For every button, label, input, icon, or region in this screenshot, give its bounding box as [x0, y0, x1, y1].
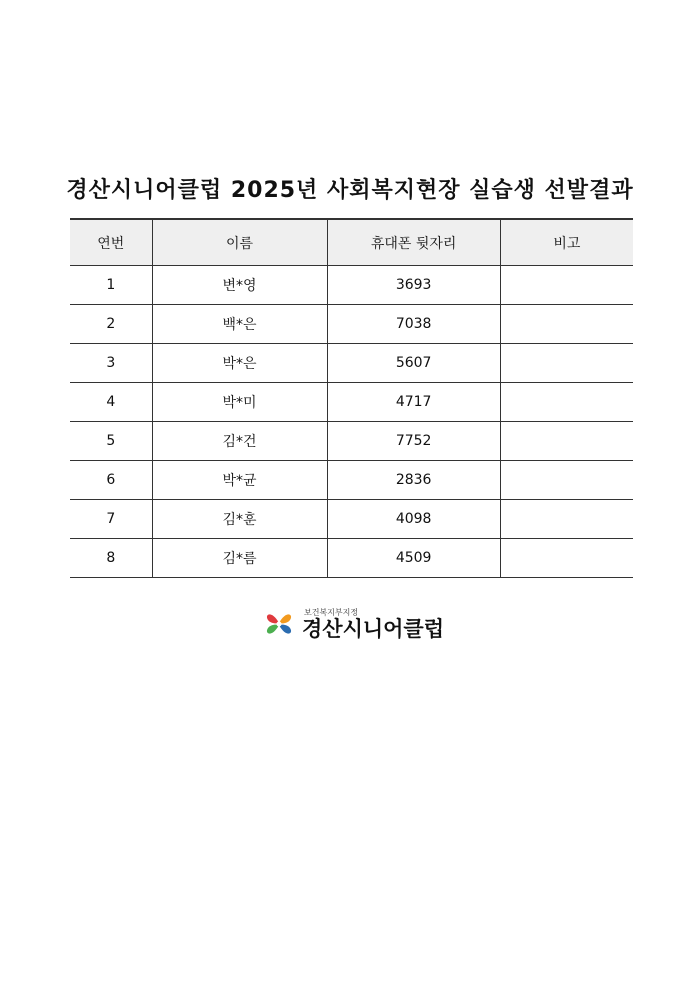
cell-phone: 3693: [327, 266, 500, 305]
cell-phone: 4717: [327, 383, 500, 422]
header-name: 이름: [152, 219, 327, 266]
cell-no: 7: [70, 500, 152, 539]
cell-no: 8: [70, 539, 152, 578]
table-row: [70, 461, 633, 500]
cell-name: 박*은: [152, 344, 327, 383]
organization-logo: [262, 604, 444, 644]
table-row: [70, 305, 633, 344]
cell-note: [500, 266, 633, 305]
table-row: [70, 383, 633, 422]
table-row: [70, 422, 633, 461]
table-row: [70, 539, 633, 578]
table-row: [70, 266, 633, 305]
cell-name: 김*훈: [152, 500, 327, 539]
cell-name: 백*은: [152, 305, 327, 344]
cell-note: [500, 344, 633, 383]
cell-no: 3: [70, 344, 152, 383]
cell-note: [500, 383, 633, 422]
logo-name: 경산시니어클럽: [302, 616, 445, 641]
cell-phone: 7752: [327, 422, 500, 461]
cell-note: [500, 305, 633, 344]
header-phone: 휴대폰 뒷자리: [327, 219, 500, 266]
cell-no: 5: [70, 422, 152, 461]
cell-phone: 5607: [327, 344, 500, 383]
cell-phone: 4098: [327, 500, 500, 539]
cell-name: 변*영: [152, 266, 327, 305]
cell-note: [500, 539, 633, 578]
table-row: [70, 344, 633, 383]
cell-note: [500, 500, 633, 539]
cell-note: [500, 461, 633, 500]
results-table: [70, 218, 633, 578]
cell-note: [500, 422, 633, 461]
cell-name: 김*건: [152, 422, 327, 461]
flower-logo-icon: [262, 606, 296, 642]
cell-no: 6: [70, 461, 152, 500]
cell-phone: 4509: [327, 539, 500, 578]
document-title: 경산시니어클럽 2025년 사회복지현장 실습생 선발결과: [66, 178, 634, 203]
cell-no: 2: [70, 305, 152, 344]
header-no: 연번: [70, 219, 152, 266]
header-note: 비고: [500, 219, 633, 266]
logo-subtitle: 보건복지부지정: [304, 607, 359, 617]
cell-name: 박*미: [152, 383, 327, 422]
cell-no: 4: [70, 383, 152, 422]
table-row: [70, 500, 633, 539]
cell-phone: 7038: [327, 305, 500, 344]
cell-no: 1: [70, 266, 152, 305]
cell-name: 박*균: [152, 461, 327, 500]
table-header-row: [70, 219, 633, 266]
cell-name: 김*름: [152, 539, 327, 578]
cell-phone: 2836: [327, 461, 500, 500]
